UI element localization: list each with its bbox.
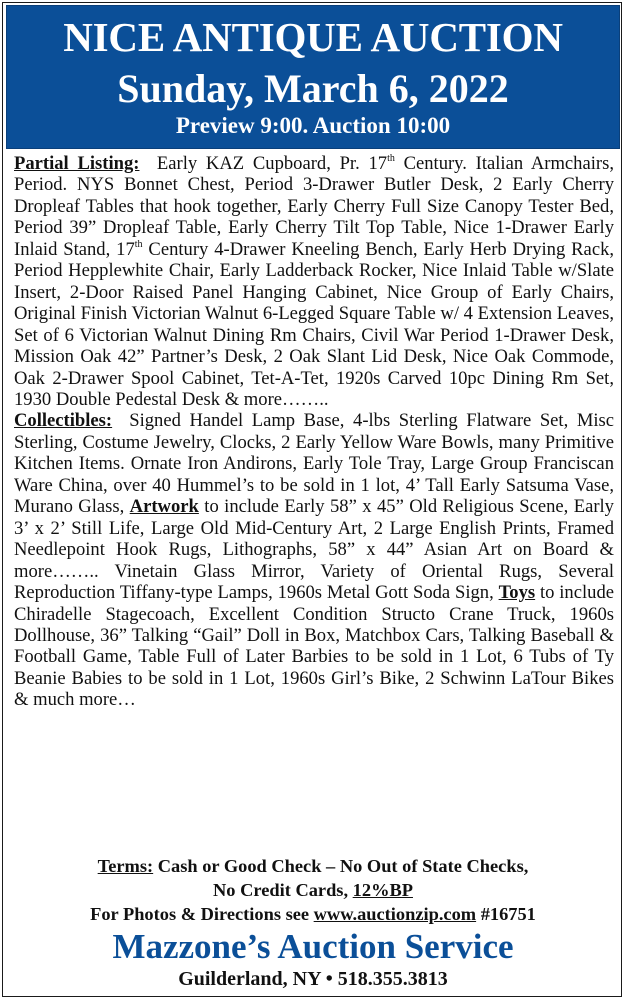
partial-listing-paragraph	[14, 153, 614, 410]
terms-line-1	[3, 854, 622, 878]
terms-block	[3, 854, 622, 926]
terms-line-3	[3, 902, 622, 926]
auction-times: Preview 9:00. Auction 10:00	[175, 113, 451, 138]
partial-listing-text-3: Century 4-Drawer Kneeling Bench, Early Herb Drying Rack, Period Hepplewhite Chair, Early Ladderback Rocker, Nice Inlaid Table w/Slate Insert, 2-Door Raised Panel Hanging Cabinet, Nice Group of Early Chairs, Original Finish Victorian Walnut 6-Legged Square Table w/ 4 Extension Leaves, Set of 6 Victorian Walnut Dining Rm Chairs, Civil War Period 1-Drawer Desk, Mission Oak 42” Partner’s Desk, 2 Oak Slant Lid Desk, Nice Oak Commode, Oak 2-Drawer Spool Cabinet, Tet-A-Tet, 1920s Carved 10pc Dining Rm Set, 1930 Double Pedestal Desk & more……..	[14, 238, 615, 410]
auction-title: NICE ANTIQUE AUCTION	[63, 14, 563, 60]
listing-body	[14, 153, 614, 711]
auction-date: Sunday, March 6, 2022	[117, 66, 509, 111]
collectibles-text-2: to include Early 58” x 45” Old Religious Scene, Early 3’ x 2’ Still Life, Large Old Mid-Century Art, 2 Large English Prints, Framed Needlepoint Hook Rugs, Lithographs, 58” x 44” Asian Art on Board & more…….. Vinetain Glass Mirror, Variety of Oriental Rugs, Several Reproduction Tiffany-type Lamps, 1960s Metal Gott Soda Sign,	[14, 496, 614, 604]
terms-credit: No Credit Cards,	[213, 880, 353, 900]
photos-directions-text: For Photos & Directions see	[90, 904, 314, 924]
buyers-premium: 12%BP	[352, 880, 413, 900]
auction-id: #16751	[476, 904, 536, 924]
artwork-label: Artwork	[129, 496, 199, 518]
ordinal-suffix: th	[387, 152, 395, 164]
collectibles-label: Collectibles:	[14, 410, 113, 432]
header-banner	[6, 5, 620, 149]
terms-payment: Cash or Good Check – No Out of State Checks,	[153, 856, 529, 876]
ordinal-suffix: th	[134, 238, 143, 250]
auction-ad	[2, 2, 622, 997]
auction-website-link[interactable]: www.auctionzip.com	[313, 904, 477, 924]
partial-listing-text-1: Early KAZ Cupboard, Pr. 17	[156, 153, 388, 174]
company-location-phone: Guilderland, NY • 518.355.3813	[178, 968, 448, 990]
terms-label: Terms:	[97, 856, 154, 876]
partial-listing-text-2: Century. Italian Armchairs, Period. NYS Bonnet Chest, Period 3-Drawer Butler Desk, 2 Early Cherry Dropleaf Tables that hook together, Early Cherry Full Size Canopy Tester Bed, Period 39” Dropleaf Table, Early Cherry Tilt Top Table, Nice 1-Drawer Early Inlaid Stand, 17	[14, 153, 614, 260]
toys-label: Toys	[498, 582, 536, 604]
terms-line-2	[3, 878, 622, 902]
collectibles-paragraph	[14, 410, 614, 710]
collectibles-text-1: Signed Handel Lamp Base, 4-lbs Sterling Flatware Set, Misc Sterling, Costume Jewelry, Clocks, 2 Early Yellow Ware Bowls, many Primitive Kitchen Items. Ornate Iron Andirons, Early Tole Tray, Large Group Franciscan Ware China, over 40 Hummel’s to be sold in 1 lot, 4’ Tall Early Satsuma Vase, Murano Glass,	[14, 410, 615, 518]
collectibles-text-3: to include Chiradelle Stagecoach, Excellent Condition Structo Crane Truck, 1960s Dollhouse, 36” Talking “Gail” Doll in Box, Matchbox Cars, Talking Baseball & Football Game, Table Full of Later Barbies to be sold in 1 Lot, 6 Tubs of Ty Beanie Babies to be sold in 1 Lot, 1960s Girl’s Bike, 2 Schwinn LaTour Bikes & much more…	[14, 582, 614, 711]
partial-listing-label: Partial Listing:	[14, 153, 140, 174]
company-name: Mazzone’s Auction Service	[112, 927, 514, 966]
